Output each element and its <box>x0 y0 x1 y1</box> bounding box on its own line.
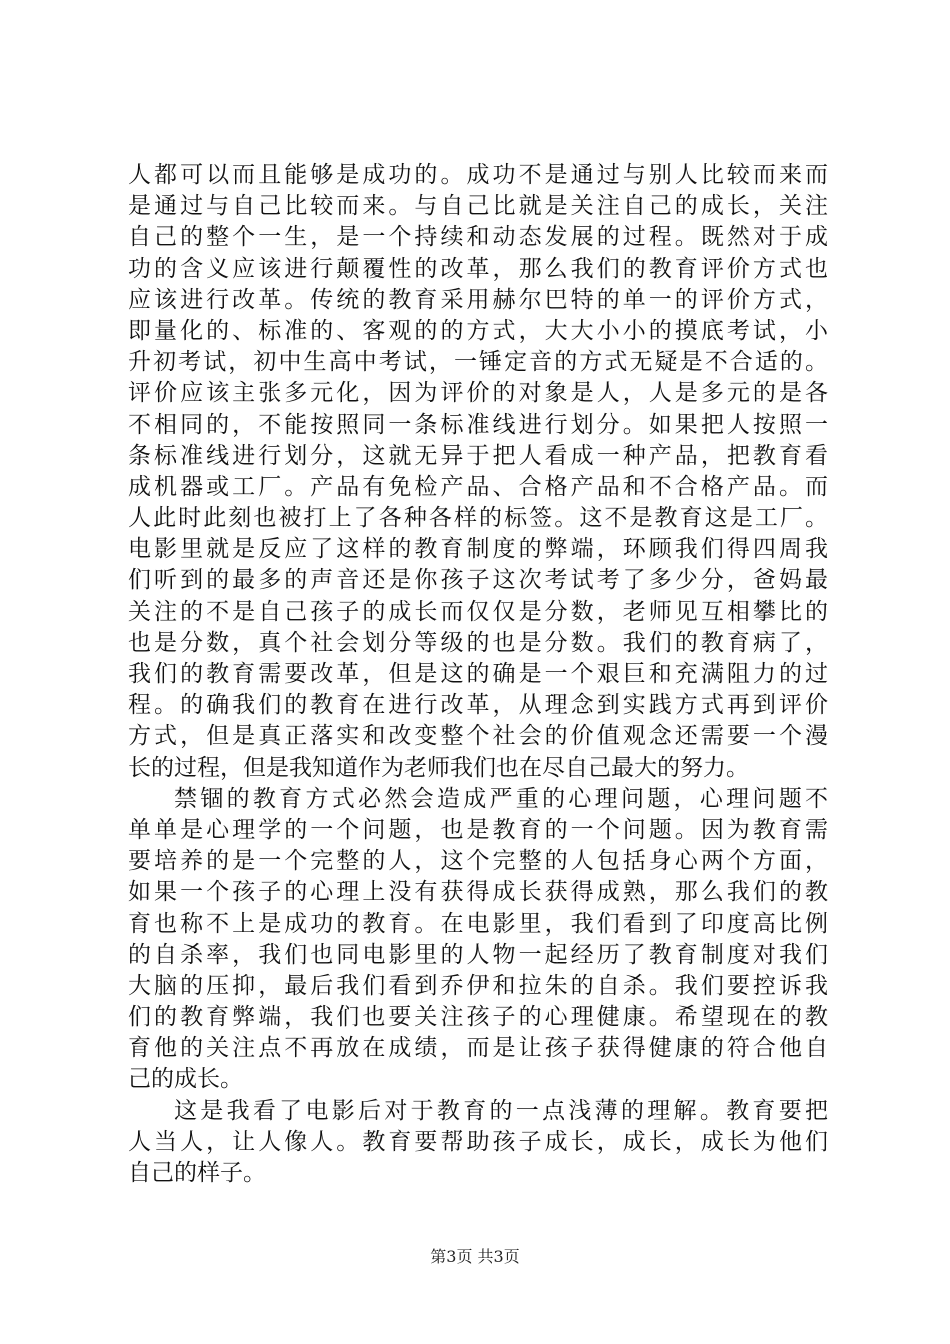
text-line: 关注的不是自己孩子的成长而仅仅是分数，老师见互相攀比的 <box>128 598 828 625</box>
text-line: 即量化的、标准的、客观的的方式，大大小小的摸底考试，小 <box>128 317 828 344</box>
text-line: 不相同的，不能按照同一条标准线进行划分。如果把人按照一 <box>128 411 828 438</box>
text-line: 育他的关注点不再放在成绩，而是让孩子获得健康的符合他自 <box>128 1035 828 1062</box>
text-line: 单单是心理学的一个问题，也是教育的一个问题。因为教育需 <box>128 816 828 843</box>
text-line: 人此时此刻也被打上了各种各样的标签。这不是教育这是工厂。 <box>128 505 828 532</box>
paragraph-start-line: 这是我看了电影后对于教育的一点浅薄的理解。教育要把 <box>174 1097 828 1124</box>
text-line: 要培养的是一个完整的人，这个完整的人包括身心两个方面， <box>128 848 828 875</box>
text-line: 评价应该主张多元化，因为评价的对象是人，人是多元的是各 <box>128 380 828 407</box>
text-line: 长的过程，但是我知道作为老师我们也在尽自己最大的努力。 <box>128 754 749 781</box>
text-line: 人都可以而且能够是成功的。成功不是通过与别人比较而来而 <box>128 162 828 188</box>
text-line: 们听到的最多的声音还是你孩子这次考试考了多少分，爸妈最 <box>128 567 828 594</box>
text-line: 升初考试，初中生高中考试，一锤定音的方式无疑是不合适的。 <box>128 349 828 376</box>
text-line: 们的教育弊端，我们也要关注孩子的心理健康。希望现在的教 <box>128 1004 828 1031</box>
text-line: 功的含义应该进行颠覆性的改革，那么我们的教育评价方式也 <box>128 255 828 282</box>
text-line: 大脑的压抑，最后我们看到乔伊和拉朱的自杀。我们要控诉我 <box>128 972 828 999</box>
text-line: 方式，但是真正落实和改变整个社会的价值观念还需要一个漫 <box>128 723 828 750</box>
text-line: 我们的教育需要改革，但是这的确是一个艰巨和充满阻力的过 <box>128 661 828 687</box>
text-line: 自己的整个一生，是一个持续和动态发展的过程。既然对于成 <box>128 224 828 251</box>
paragraph-start-line: 禁锢的教育方式必然会造成严重的心理问题，心理问题不 <box>174 785 828 812</box>
page-number-footer: 第3页 共3页 <box>430 1247 520 1266</box>
text-line: 人当人，让人像人。教育要帮助孩子成长，成长，成长为他们 <box>128 1128 828 1155</box>
text-line: 的自杀率，我们也同电影里的人物一起经历了教育制度对我们 <box>128 941 828 968</box>
text-line: 如果一个孩子的心理上没有获得成长获得成熟，那么我们的教 <box>128 879 828 906</box>
text-line: 成机器或工厂。产品有免检产品、合格产品和不合格产品。而 <box>128 473 828 500</box>
text-line: 自己的样子。 <box>128 1160 266 1186</box>
text-line: 是通过与自己比较而来。与自己比就是关注自己的成长，关注 <box>128 193 828 220</box>
body-text <box>128 160 828 1189</box>
text-line: 己的成长。 <box>128 1066 243 1093</box>
text-line: 程。的确我们的教育在进行改革，从理念到实践方式再到评价 <box>128 692 828 719</box>
text-line: 育也称不上是成功的教育。在电影里，我们看到了印度高比例 <box>128 910 828 937</box>
text-line: 应该进行改革。传统的教育采用赫尔巴特的单一的评价方式， <box>128 286 828 313</box>
text-line: 电影里就是反应了这样的教育制度的弊端，环顾我们得四周我 <box>128 536 828 563</box>
text-line: 条标准线进行划分，这就无异于把人看成一种产品，把教育看 <box>128 442 828 469</box>
text-line: 也是分数，真个社会划分等级的也是分数。我们的教育病了， <box>128 629 828 656</box>
